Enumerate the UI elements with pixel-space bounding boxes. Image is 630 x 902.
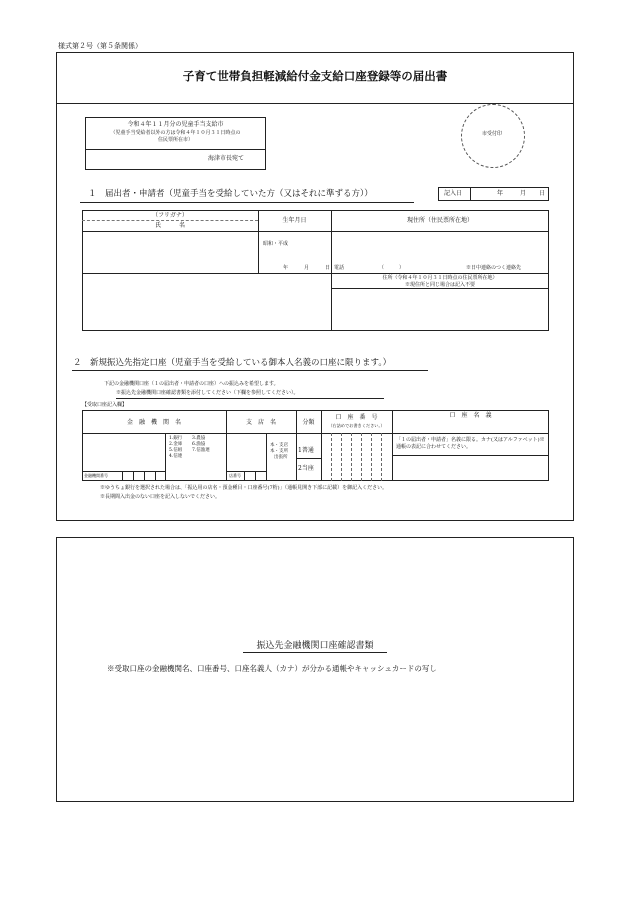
birth-month: 月 — [304, 265, 310, 271]
account-type-futsu[interactable]: 1普通 — [298, 447, 314, 454]
holder-field[interactable] — [394, 457, 547, 480]
address-label: 現住所（住民票所在地） — [406, 217, 473, 224]
attachment-title-underline — [243, 652, 387, 653]
bank-code-cell-2 — [133, 471, 134, 481]
name-field[interactable] — [84, 233, 256, 271]
branch-type-shutchojo[interactable]: 出張所 — [274, 455, 288, 460]
furigana-divider — [82, 220, 258, 221]
section1-heading: １ 届出者・申請者（児童手当を受給していた方（又はそれに準ずる方）） — [88, 189, 373, 199]
applicant-header-divider — [82, 231, 549, 232]
branch-type-shisho[interactable]: 本・支所 — [270, 449, 288, 454]
phone-paren: （ ） — [379, 265, 405, 271]
addressee-line2: （児童手当受給者以外の方は令和４年１０月３１日時点の — [110, 130, 241, 136]
section2-intro1: 下記の金融機関口座（１の届出者・申請者の口座）への振込みを希望します。 — [104, 381, 279, 387]
account-digit-6 — [381, 433, 382, 481]
bank-type-gyokyo[interactable]: 6.漁協 — [192, 442, 206, 447]
bank-code-divider — [82, 471, 166, 472]
branch-header: 支 店 名 — [245, 419, 276, 426]
account-number-header: 口 座 番 号 — [335, 414, 378, 421]
bank-code-cell-1 — [122, 471, 123, 481]
phone-note: ※日中連絡のつく連絡先 — [466, 265, 522, 271]
account-digit-3 — [351, 433, 352, 481]
account-digit-2 — [341, 433, 342, 481]
entry-date-divider — [470, 187, 471, 201]
form-label: 様式第２号（第５条関係） — [58, 42, 142, 50]
account-number-subheader: （右詰めでお書きください。） — [328, 423, 385, 428]
prev-address-field[interactable] — [333, 290, 547, 329]
birth-era: 昭和・平成 — [263, 241, 289, 247]
section2-heading-underline — [72, 370, 428, 371]
prev-address-line1: 住所（令和４年１０月３１日時点の住民票所在地） — [382, 275, 498, 281]
bank-type-nokyo[interactable]: 3.農協 — [192, 436, 206, 441]
addressee-divider — [85, 149, 266, 150]
section2-intro2: ※振込先金融機関口座確認書類を添付してください（下欄を参照してください）。 — [116, 390, 299, 396]
section1-heading-underline — [80, 202, 414, 203]
birth-address-divider — [331, 210, 332, 331]
bank-type-kinko[interactable]: 2.金庫 — [169, 442, 183, 447]
phone-row-divider — [82, 273, 549, 274]
account-header-divider — [82, 433, 549, 434]
type-divider — [296, 458, 321, 459]
bank-name-field[interactable] — [84, 435, 164, 470]
addressee-recipient: 海津市長宛て — [208, 155, 245, 162]
account-digit-1 — [331, 433, 332, 481]
addressee-line3: 住民票所在市） — [157, 137, 193, 143]
branch-type-shiten[interactable]: 本・支店 — [270, 443, 288, 448]
current-address-field[interactable] — [333, 233, 547, 263]
bank-type-bank[interactable]: 1.銀行 — [169, 436, 183, 441]
bank-type-shinren[interactable]: 4.信連 — [169, 454, 183, 459]
reception-stamp-label: 市受付印 — [481, 131, 502, 137]
bank-header: 金 融 機 関 名 — [126, 419, 181, 426]
branch-code-divider — [226, 471, 266, 472]
entry-date-label: 記入日 — [444, 190, 463, 197]
prev-address-line2: ※現住所と同じ場合は記入不要 — [404, 282, 475, 288]
section2-intro2-underline — [116, 398, 384, 399]
bank-type-shinkumi[interactable]: 5.信組 — [169, 448, 183, 453]
account-digit-5 — [371, 433, 372, 481]
type-header: 分類 — [302, 419, 315, 426]
phone-label: 電話 — [334, 265, 345, 271]
branch-code-cell-1 — [244, 471, 245, 481]
furigana-label: （フリガナ） — [152, 212, 188, 219]
branch-name-field[interactable] — [228, 435, 265, 470]
branch-code-cell-2 — [255, 471, 256, 481]
bank-code-cell-4 — [155, 471, 156, 481]
section2-note1: ※ゆうちょ銀行を選択された場合は、「振込用の店名・預金種目・口座番号(7桁)」（通帳見開き下部に記載）を御記入ください。 — [100, 485, 388, 491]
account-digit-4 — [361, 433, 362, 481]
name-label: 氏 名 — [154, 222, 185, 229]
attachment-note: ※受取口座の金融機関名、口座番号、口座名義人（カナ）が分かる通帳やキャッシュカードの写し — [107, 664, 437, 673]
entry-date-month: 月 — [520, 190, 527, 197]
entry-date-day: 日 — [539, 190, 546, 197]
bank-code-label: 金融機関番号 — [84, 473, 108, 478]
holder-note: 「１の届出者・申請者」名義に限る。カナ(又はアルファベット)※通帳の表記に合わせてください。 — [396, 437, 545, 450]
form-title: 子育て世帯負担軽減給付金支給口座登録等の届出書 — [182, 69, 448, 83]
branch-name-type-divider — [266, 433, 267, 481]
holder-note-divider — [392, 455, 549, 456]
bank-type-shingyoren[interactable]: 7.信漁連 — [192, 448, 210, 453]
addressee-line1: 令和４年１１月分の児童手当支給市 — [127, 121, 224, 128]
attachment-title: 振込先金融機関口座確認書類 — [256, 641, 374, 651]
section2-heading: ２ 新規振込先指定口座（児童手当を受給している御本人名義の口座に限ります。） — [73, 358, 392, 368]
prev-address-divider — [331, 288, 549, 289]
section2-note2: ※長期間入出金のない口座を記入しないでください。 — [100, 494, 221, 500]
account-holder-divider — [392, 410, 393, 481]
bank-name-type-divider — [165, 433, 166, 481]
entry-date-year: 年 — [497, 190, 504, 197]
birth-day: 日 — [325, 265, 331, 271]
birth-label: 生年月日 — [282, 217, 307, 224]
holder-header: 口 座 名 義 — [449, 412, 492, 419]
branch-code-label: 店番号 — [229, 473, 241, 478]
bank-code-cell-3 — [144, 471, 145, 481]
account-type-toza[interactable]: 2当座 — [298, 465, 314, 472]
birth-year: 年 — [283, 265, 289, 271]
table-caption: 【受取口座記入欄】 — [82, 402, 128, 408]
